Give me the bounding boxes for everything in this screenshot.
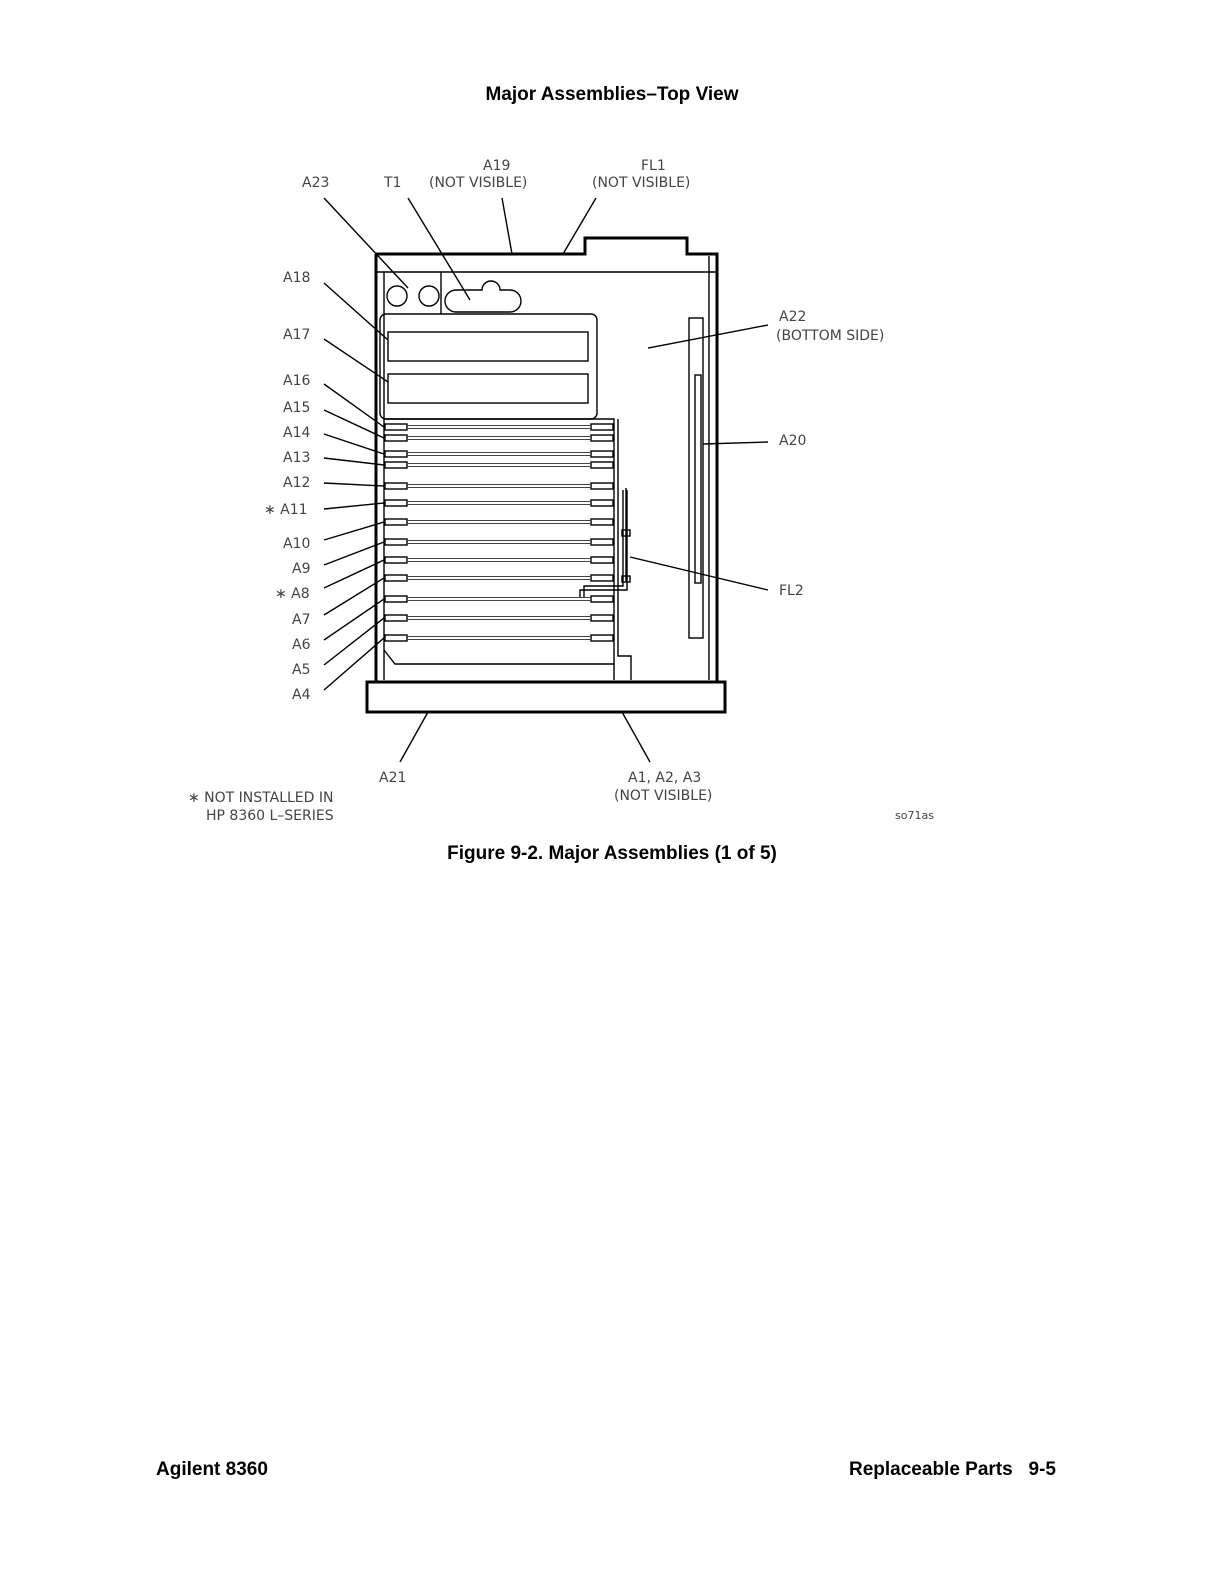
label-a8: ∗ A8 — [275, 586, 310, 602]
slot-right-connector — [591, 615, 613, 621]
slot-left-connector — [385, 539, 407, 545]
slot-left-connector — [385, 615, 407, 621]
a23-right-capacitor — [419, 286, 439, 306]
footer-section-page: Replaceable Parts 9-5 — [849, 1459, 1056, 1480]
slot-right-connector — [591, 575, 613, 581]
slot-left-connector — [385, 435, 407, 441]
label-a15: A15 — [283, 400, 311, 416]
slot-left-connector — [385, 424, 407, 430]
slot-left-connector — [385, 500, 407, 506]
label-fl2: FL2 — [779, 583, 804, 599]
a17-board — [388, 374, 588, 403]
slot-right-connector — [591, 539, 613, 545]
a20-connector — [695, 375, 701, 583]
slot-right-connector — [591, 462, 613, 468]
label-a1-a3: A1, A2, A3 — [628, 770, 702, 786]
label-a7: A7 — [292, 612, 311, 628]
label-a23: A23 — [302, 175, 330, 191]
label-a21: A21 — [379, 770, 407, 786]
label-a17: A17 — [283, 327, 311, 343]
label-a19-note: (NOT VISIBLE) — [429, 175, 528, 191]
card-slots — [385, 424, 613, 641]
slot-right-connector — [591, 596, 613, 602]
label-a22: A22 — [779, 309, 807, 325]
label-a13: A13 — [283, 450, 311, 466]
slot-left-connector — [385, 635, 407, 641]
label-a22-note: (BOTTOM SIDE) — [776, 328, 885, 344]
slot-right-connector — [591, 500, 613, 506]
a18-board — [388, 332, 588, 361]
label-t1: T1 — [384, 175, 402, 191]
slot-right-connector — [591, 435, 613, 441]
slot-left-connector — [385, 451, 407, 457]
label-a12: A12 — [283, 475, 311, 491]
label-a16: A16 — [283, 373, 311, 389]
footnote-line-2: HP 8360 L–SERIES — [206, 808, 334, 824]
slot-right-connector — [591, 519, 613, 525]
figure-id: so71as — [895, 809, 934, 822]
label-a20: A20 — [779, 433, 807, 449]
slot-left-connector — [385, 519, 407, 525]
label-a18: A18 — [283, 270, 311, 286]
slot-left-connector — [385, 557, 407, 563]
label-a19: A19 — [483, 158, 511, 174]
label-a6: A6 — [292, 637, 311, 653]
label-a10: A10 — [283, 536, 311, 552]
label-a11: ∗ A11 — [264, 502, 308, 518]
label-fl1-note: (NOT VISIBLE) — [592, 175, 691, 191]
slot-right-connector — [591, 635, 613, 641]
slot-right-connector — [591, 424, 613, 430]
slot-left-connector — [385, 596, 407, 602]
a23-left-capacitor — [387, 286, 407, 306]
footnote-line-1: ∗ NOT INSTALLED IN — [188, 790, 334, 806]
footer-product: Agilent 8360 — [156, 1459, 268, 1480]
label-fl1: FL1 — [641, 158, 666, 174]
slot-left-connector — [385, 462, 407, 468]
a21-front-panel — [367, 682, 725, 712]
figure-caption: Figure 9-2. Major Assemblies (1 of 5) — [447, 843, 777, 864]
label-a4: A4 — [292, 687, 311, 703]
label-a9: A9 — [292, 561, 311, 577]
t1-transformer — [445, 281, 521, 312]
page-heading: Major Assemblies–Top View — [485, 84, 739, 105]
slot-right-connector — [591, 557, 613, 563]
slot-left-connector — [385, 483, 407, 489]
slot-right-connector — [591, 451, 613, 457]
label-a1-a3-note: (NOT VISIBLE) — [614, 788, 713, 804]
chassis-outline — [376, 238, 717, 682]
label-a5: A5 — [292, 662, 311, 678]
slot-right-connector — [591, 483, 613, 489]
label-a14: A14 — [283, 425, 311, 441]
slot-left-connector — [385, 575, 407, 581]
